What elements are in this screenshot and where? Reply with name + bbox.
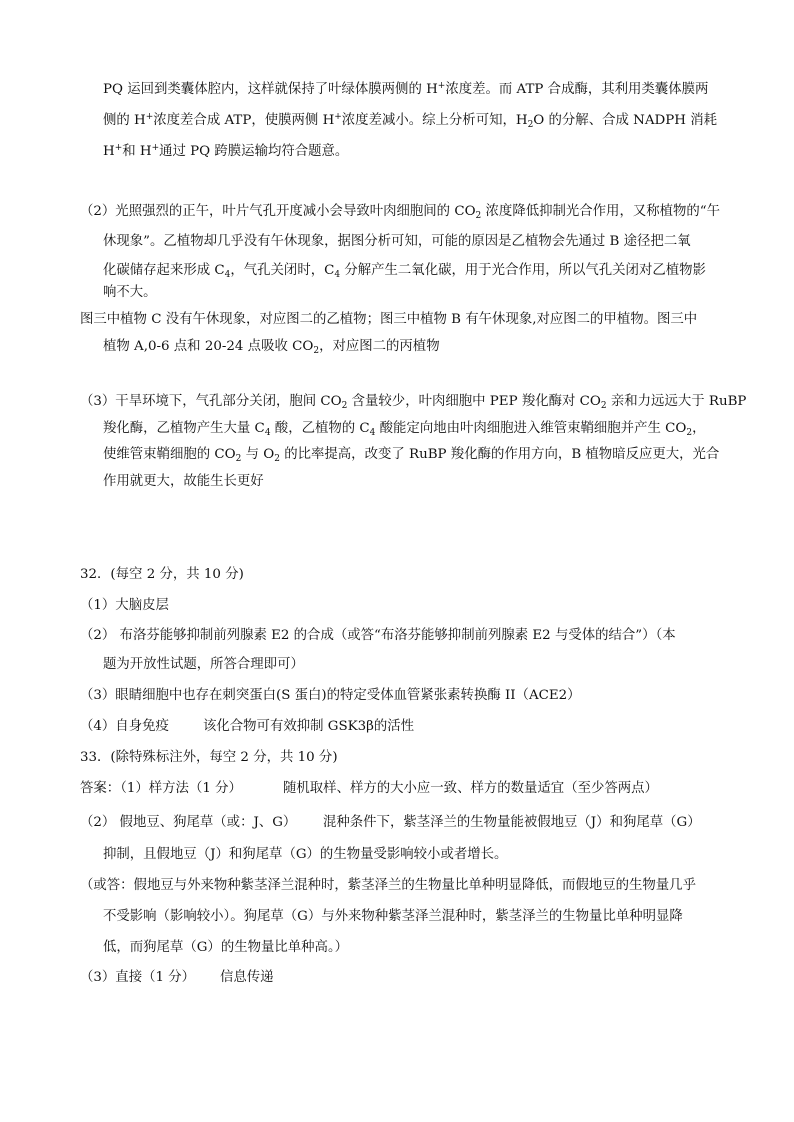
s0-line-1: PQ 运回到类囊体腔内，这样就保持了叶绿体膜两侧的 H+浓度差。而 ATP 合成酶，其利用类囊体膜两 bbox=[103, 81, 709, 97]
q33-alt-line-2: 不受影响（影响较小）。狗尾草（G）与外来物种紫茎泽兰混种时，紫茎泽兰的生物量比单种明显降 bbox=[103, 909, 683, 924]
s1-line-2: 休现象”。乙植物却几乎没有午休现象，据图分析可知，可能的原因是乙植物会先通过 B 途径把二氧 bbox=[103, 234, 691, 249]
s2-line-1: （3）干旱环境下，气孔部分关闭，胞间 $CO_2$ 含量较少，叶肉细胞中 PEP 羧化酶对 $CO_2$ 亲和力远远大于 RuBP bbox=[80, 394, 747, 411]
q33-answer-3a: （3）直接（1 分） bbox=[80, 970, 196, 985]
q32-answer-2-line-1: （2） 布洛芬能够抑制前列腺素 E2 的合成（或答“布洛芬能够抑制前列腺素 E2 与受体的结合”）（本 bbox=[80, 628, 676, 643]
s0-line-2: 侧的 H+浓度差合成 ATP，使膜两侧 H+浓度差减小。综上分析可知，$H_2O$ 的分解、合成 NADPH 消耗 bbox=[103, 112, 717, 130]
s2-line-2: 羧化酶，乙植物产生大量 $C_4$ 酸，乙植物的 $C_4$ 酸能定向地由叶肉细胞进入维管束鞘细胞并产生 $CO_2$， bbox=[103, 421, 706, 438]
q33-alt-line-3: 低，而狗尾草（G）的生物量比单种高。） bbox=[103, 940, 349, 955]
s1-line-5: 图三中植物 C 没有午休现象，对应图二的乙植物；图三中植物 B 有午休现象,对应图二的甲植物。图三中 bbox=[80, 312, 698, 327]
q33-answer-2a: （2） 假地豆、狗尾草（或：J、G） bbox=[80, 815, 297, 830]
q32-answer-4a: （4）自身免疫 bbox=[80, 719, 169, 734]
q33-answer-1b: 随机取样、样方的大小应一致、样方的数量适宜（至少答两点） bbox=[283, 781, 658, 796]
q33-answer-1a: 答案：（1）样方法（1 分） bbox=[80, 781, 242, 796]
q32-answer-2-line-2: 题为开放性试题，所答合理即可） bbox=[103, 657, 304, 672]
s1-line-4: 响不大。 bbox=[103, 285, 157, 300]
s1-line-1: （2）光照强烈的正午，叶片气孔开度减小会导致叶肉细胞间的 $CO_2$ 浓度降低抑制光合作用，又称植物的“午 bbox=[80, 204, 721, 221]
q32-answer-3: （3）眼睛细胞中也存在刺突蛋白(S 蛋白)的特定受体血管紧张素转换酶 II（ACE2） bbox=[80, 688, 581, 703]
s2-line-4: 作用就更大，故能生长更好 bbox=[103, 474, 264, 489]
q33-alt-line-1: （或答：假地豆与外来物种紫茎泽兰混种时，紫茎泽兰的生物量比单种明显降低，而假地豆的生物量几乎 bbox=[80, 878, 696, 893]
s1-line-3: 化碳储存起来形成 $C_4$，气孔关闭时，$C_4$ 分解产生二氧化碳，用于光合作用，所以气孔关闭对乙植物影 bbox=[103, 263, 706, 280]
q32-title: 32．(每空 2 分，共 10 分) bbox=[80, 567, 244, 582]
s0-line-3: H+和 H+通过 PQ 跨膜运输均符合题意。 bbox=[103, 143, 349, 159]
q33-answer-3b: 信息传递 bbox=[220, 970, 274, 985]
s1-line-6: 植物 A,0-6 点和 20-24 点吸收 $CO_2$，对应图二的丙植物 bbox=[103, 339, 440, 356]
s2-line-3: 使维管束鞘细胞的 $CO_2$ 与 $O_2$ 的比率提高，改变了 RuBP 羧化酶的作用方向，B 植物暗反应更大，光合 bbox=[103, 447, 720, 464]
q33-answer-2-line-2: 抑制，且假地豆（J）和狗尾草（G）的生物量受影响较小或者增长。 bbox=[103, 847, 508, 862]
q33-answer-2b: 混种条件下，紫茎泽兰的生物量能被假地豆（J）和狗尾草（G） bbox=[323, 815, 701, 830]
q32-answer-1: （1）大脑皮层 bbox=[80, 598, 169, 613]
q32-answer-4b: 该化合物可有效抑制 GSK3β的活性 bbox=[203, 719, 415, 734]
q33-title: 33．(除特殊标注外，每空 2 分，共 10 分) bbox=[80, 750, 338, 765]
